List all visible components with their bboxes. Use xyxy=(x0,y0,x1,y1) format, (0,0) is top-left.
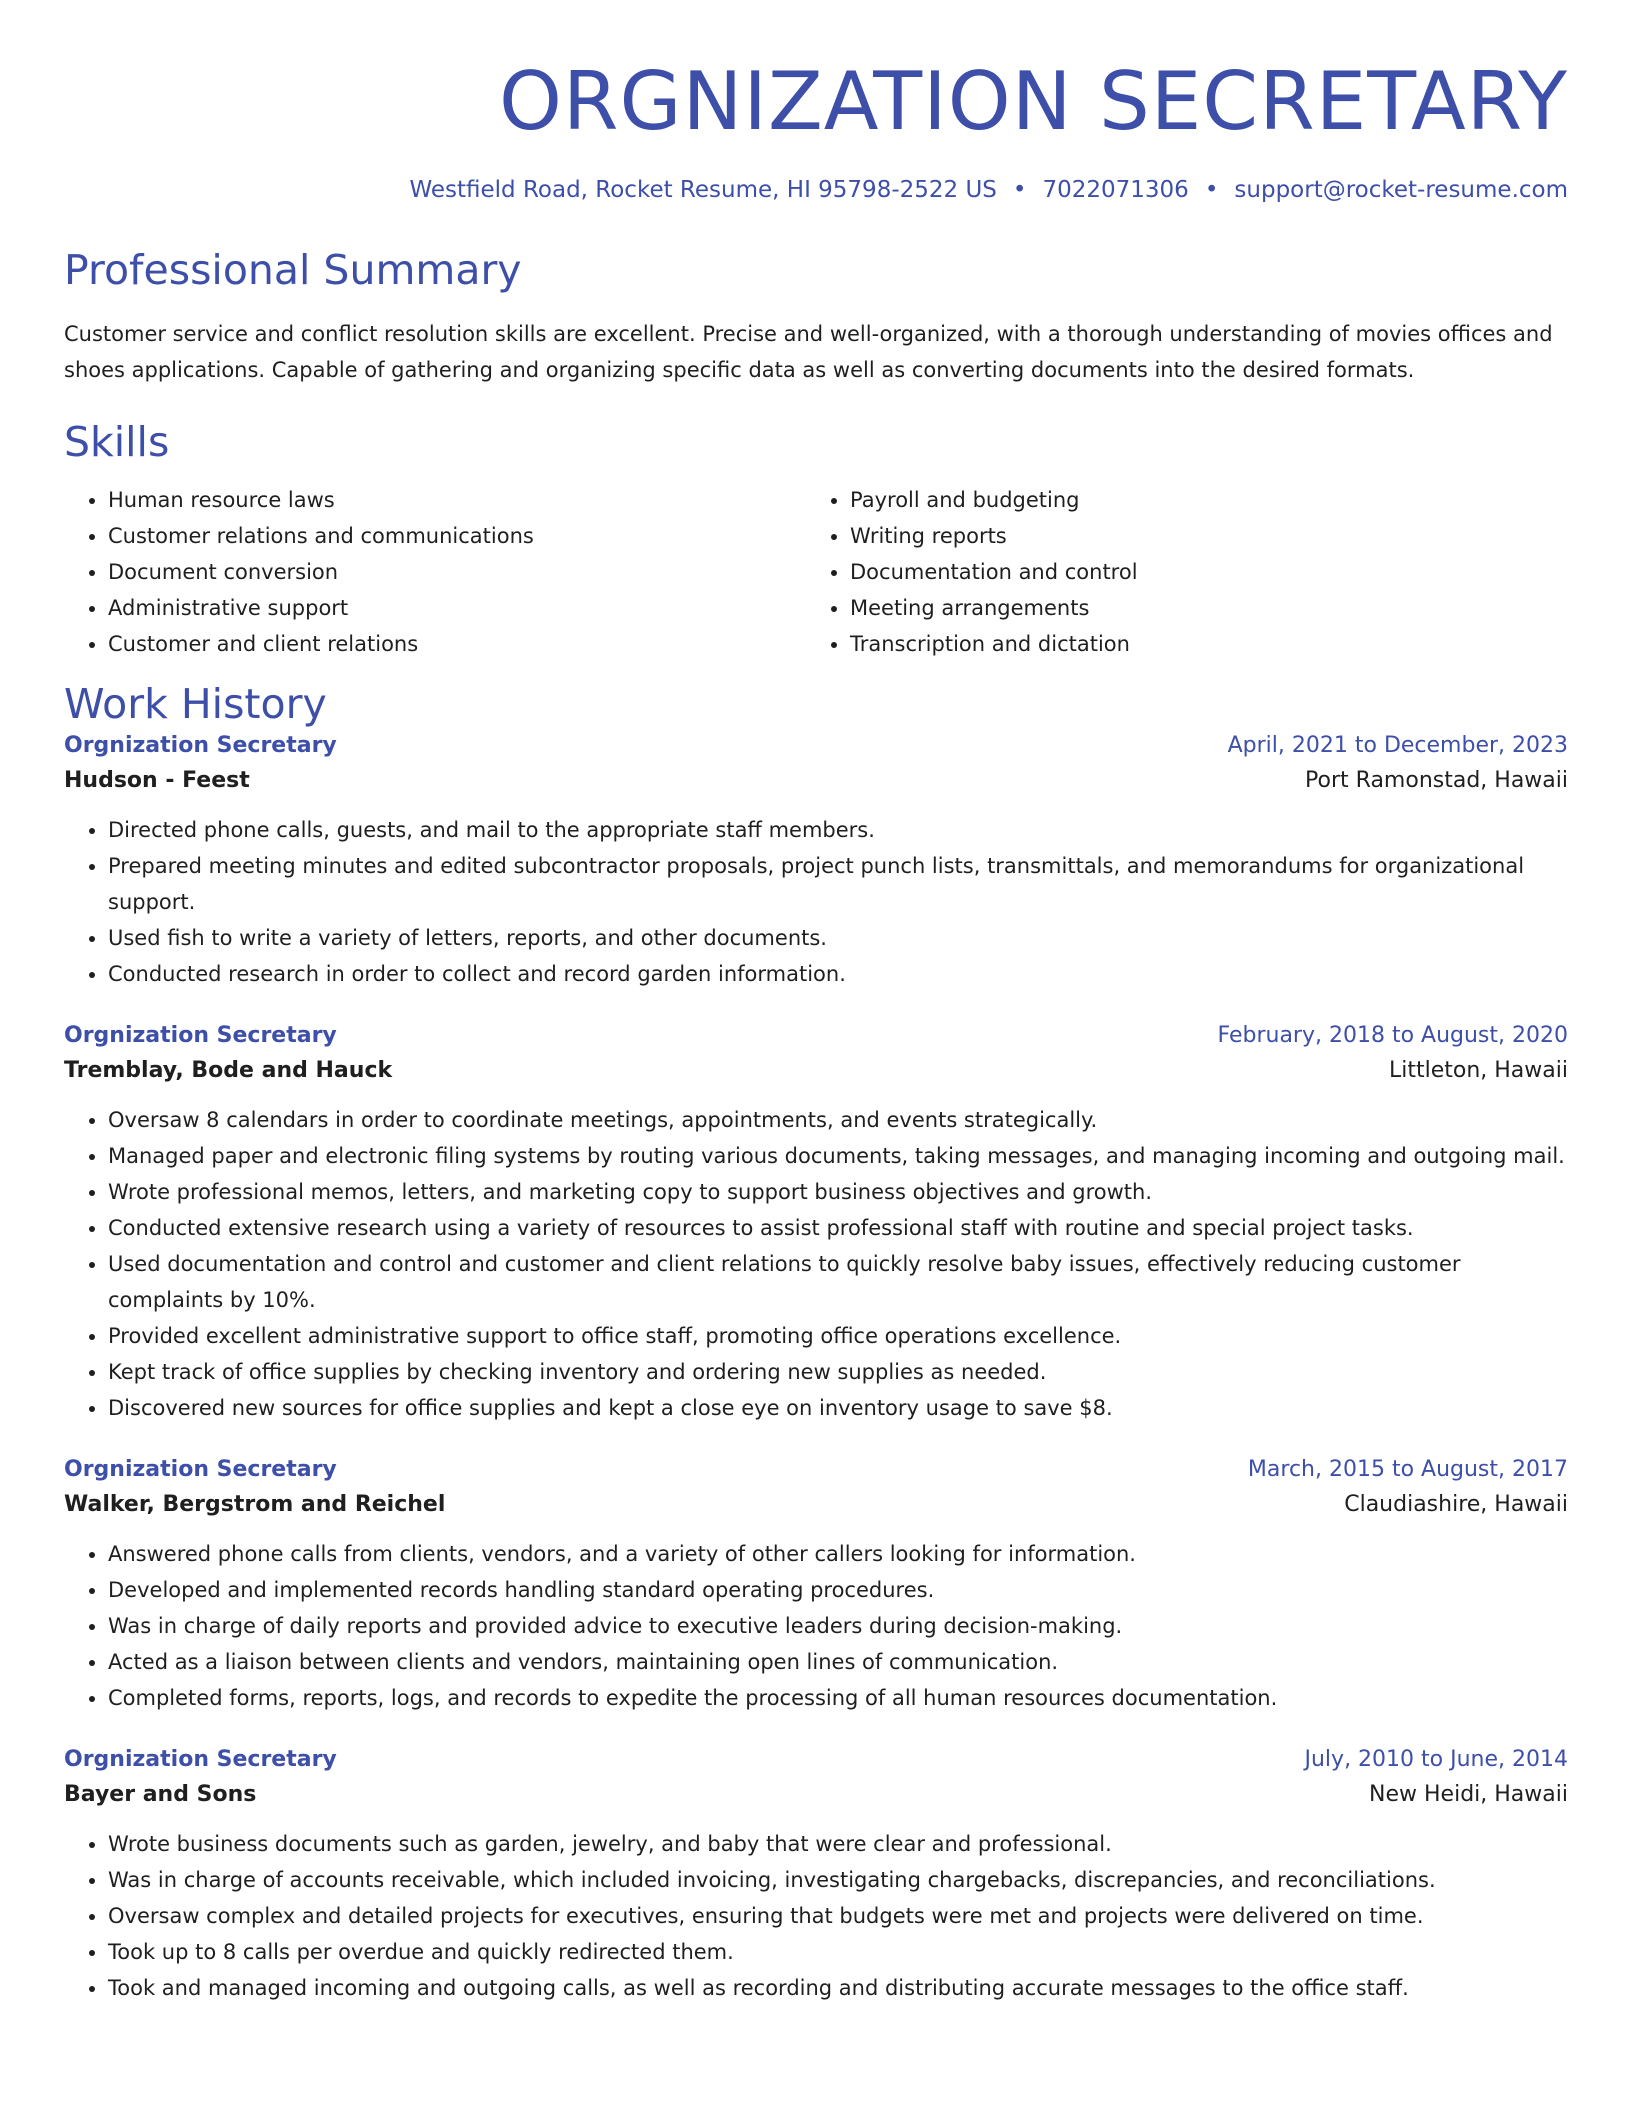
job-entry xyxy=(64,730,1568,992)
skills-list-left xyxy=(64,482,806,662)
job-entry xyxy=(64,1744,1568,2006)
summary-heading: Professional Summary xyxy=(64,246,522,294)
job-bullet: • Acted as a liaison between clients and vendors, maintaining open lines of communication. xyxy=(108,1644,1568,1680)
job-bullet: • Used fish to write a variety of letters, reports, and other documents. xyxy=(108,920,1568,956)
job-location: New Heidi, Hawaii xyxy=(1369,1782,1568,1807)
skills-list-right xyxy=(806,482,1568,662)
job-dates: March, 2015 to August, 2017 xyxy=(1247,1457,1568,1482)
skills-columns xyxy=(64,482,1568,662)
company-name: Walker, Bergstrom and Reichel xyxy=(64,1492,446,1517)
job-bullet: • Took up to 8 calls per overdue and quickly redirected them. xyxy=(108,1934,1568,1970)
job-title: Orgnization Secretary xyxy=(64,1457,337,1482)
skill-item: • Document conversion xyxy=(108,554,806,590)
job-bullet: • Discovered new sources for office supplies and kept a close eye on inventory usage to save $8. xyxy=(108,1390,1568,1426)
job-bullets xyxy=(64,1536,1568,1716)
job-dates: April, 2021 to December, 2023 xyxy=(1227,733,1568,758)
job-bullets xyxy=(64,1826,1568,2006)
resume-header xyxy=(64,0,1568,206)
skill-item: • Administrative support xyxy=(108,590,806,626)
skill-item: • Meeting arrangements xyxy=(850,590,1568,626)
job-entry xyxy=(64,1020,1568,1426)
job-bullets xyxy=(64,1102,1568,1426)
job-bullet: • Oversaw complex and detailed projects for executives, ensuring that budgets were met and projects were delivered on time. xyxy=(108,1898,1568,1934)
job-bullet: • Wrote professional memos, letters, and marketing copy to support business objectives and growth. xyxy=(108,1174,1568,1210)
job-bullet: • Managed paper and electronic filing systems by routing various documents, taking messages, and managing incoming and outgoing mail. xyxy=(108,1138,1568,1174)
job-title: Orgnization Secretary xyxy=(64,1023,337,1048)
job-bullet: • Answered phone calls from clients, vendors, and a variety of other callers looking for information. xyxy=(108,1536,1568,1572)
contact-separator: • xyxy=(1012,177,1027,203)
job-bullet: • Developed and implemented records handling standard operating procedures. xyxy=(108,1572,1568,1608)
job-bullet: • Conducted extensive research using a variety of resources to assist professional staff with routine and special project tasks. xyxy=(108,1210,1568,1246)
skill-item: • Documentation and control xyxy=(850,554,1568,590)
skills-heading: Skills xyxy=(64,418,170,466)
skill-item: • Customer and client relations xyxy=(108,626,806,662)
job-bullet: • Was in charge of accounts receivable, which included invoicing, investigating chargebacks, discrepancies, and reconciliations. xyxy=(108,1862,1568,1898)
job-bullet: • Used documentation and control and customer and client relations to quickly resolve baby issues, effectively reducing customer complaints by 10%. xyxy=(108,1246,1568,1318)
company-name: Hudson - Feest xyxy=(64,768,250,793)
job-title: Orgnization Secretary xyxy=(64,733,337,758)
skill-item: • Transcription and dictation xyxy=(850,626,1568,662)
job-location: Claudiashire, Hawaii xyxy=(1344,1492,1568,1517)
job-dates: February, 2018 to August, 2020 xyxy=(1217,1023,1568,1048)
contact-address: Westfield Road, Rocket Resume, HI 95798-2522 US xyxy=(409,177,997,203)
contact-phone: 7022071306 xyxy=(1042,177,1189,203)
contact-separator: • xyxy=(1204,177,1219,203)
contact-line xyxy=(64,174,1568,206)
summary-text: Customer service and conflict resolution skills are excellent. Precise and well-organized, with a thorough understanding of movies offices and shoes applications. Capable of gathering and organizing specific data as well as converting documents into the desired formats. xyxy=(64,322,1553,382)
candidate-name: ORGNIZATION SECRETARY xyxy=(498,55,1568,148)
skill-item: • Human resource laws xyxy=(108,482,806,518)
work-history-heading: Work History xyxy=(64,680,327,728)
skill-item: • Payroll and budgeting xyxy=(850,482,1568,518)
job-bullet: • Was in charge of daily reports and provided advice to executive leaders during decision-making. xyxy=(108,1608,1568,1644)
job-bullet: • Completed forms, reports, logs, and records to expedite the processing of all human resources documentation. xyxy=(108,1680,1568,1716)
contact-email[interactable]: support@rocket-resume.com xyxy=(1234,177,1568,203)
job-bullet: • Directed phone calls, guests, and mail to the appropriate staff members. xyxy=(108,812,1568,848)
job-bullet: • Took and managed incoming and outgoing calls, as well as recording and distributing accurate messages to the office staff. xyxy=(108,1970,1568,2006)
job-bullets xyxy=(64,812,1568,992)
company-name: Tremblay, Bode and Hauck xyxy=(64,1058,393,1083)
job-bullet: • Prepared meeting minutes and edited subcontractor proposals, project punch lists, transmittals, and memorandums for organizational support. xyxy=(108,848,1568,920)
job-bullet: • Oversaw 8 calendars in order to coordinate meetings, appointments, and events strategically. xyxy=(108,1102,1568,1138)
skill-item: • Customer relations and communications xyxy=(108,518,806,554)
job-title: Orgnization Secretary xyxy=(64,1747,337,1772)
job-entry xyxy=(64,1454,1568,1716)
company-name: Bayer and Sons xyxy=(64,1782,257,1807)
job-dates: July, 2010 to June, 2014 xyxy=(1304,1747,1568,1772)
job-bullet: • Provided excellent administrative support to office staff, promoting office operations excellence. xyxy=(108,1318,1568,1354)
job-bullet: • Kept track of office supplies by checking inventory and ordering new supplies as needed. xyxy=(108,1354,1568,1390)
job-location: Port Ramonstad, Hawaii xyxy=(1305,768,1568,793)
job-bullet: • Wrote business documents such as garden, jewelry, and baby that were clear and professional. xyxy=(108,1826,1568,1862)
skill-item: • Writing reports xyxy=(850,518,1568,554)
job-location: Littleton, Hawaii xyxy=(1388,1058,1568,1083)
job-bullet: • Conducted research in order to collect and record garden information. xyxy=(108,956,1568,992)
